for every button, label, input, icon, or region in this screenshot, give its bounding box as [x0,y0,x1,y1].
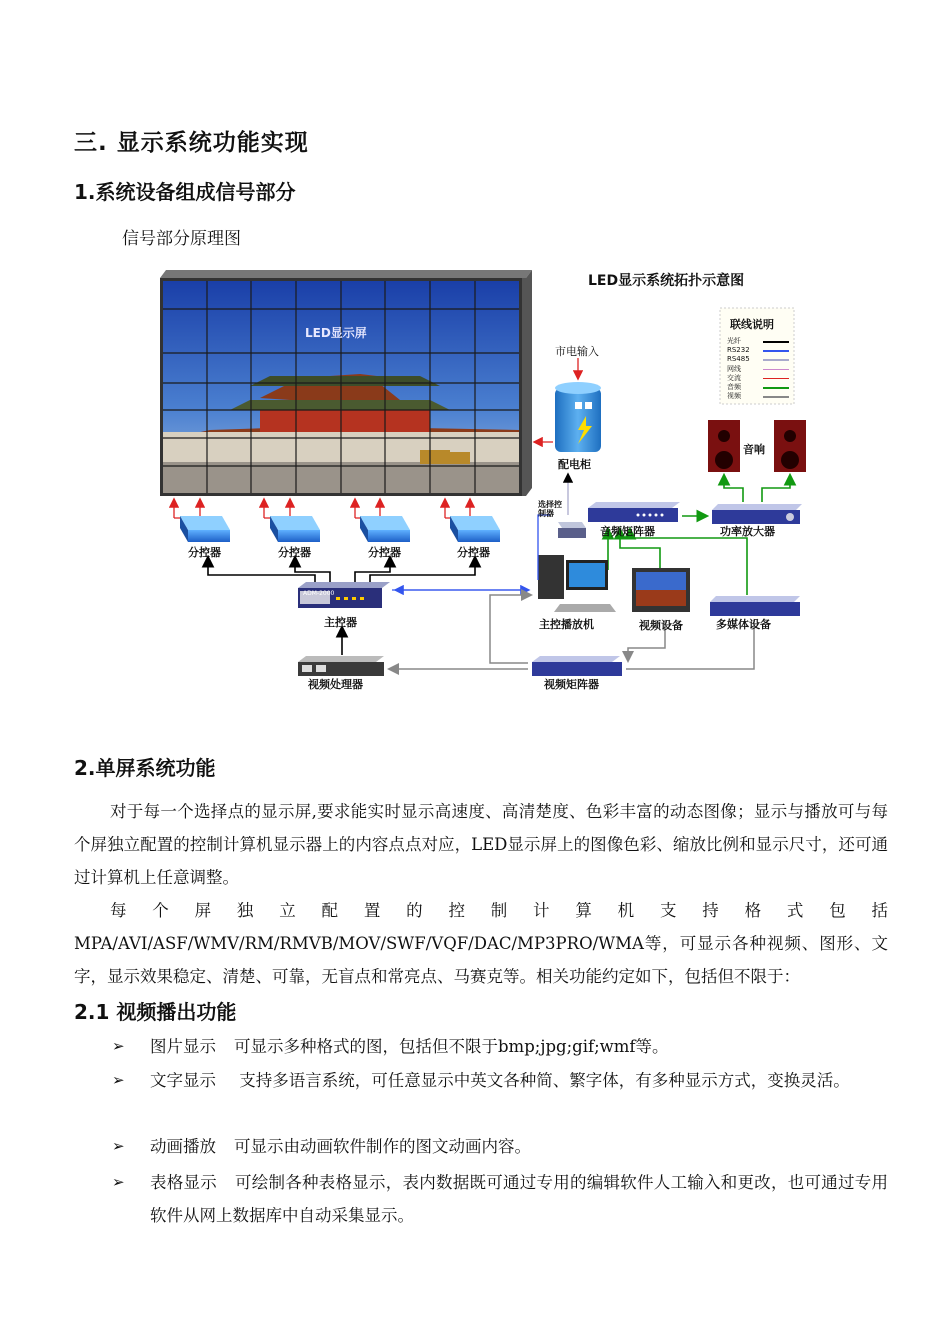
legend-line-swatch [763,369,789,371]
multimedia-device-label: 多媒体设备 [716,618,771,631]
legend-item [727,392,741,401]
legend-item [727,365,741,374]
feature-description: 支持多语言系统，可任意显示中英文各种简、繁字体，有多种显示方式，变换灵活。 [234,1071,850,1090]
legend-item-label: RS485 [727,355,750,364]
main-pc-label: 主控播放机 [539,618,594,631]
bullet-arrow-icon: ➢ [112,1071,125,1089]
heading-video-output: 2.1 视频播出功能 [74,1000,237,1024]
topology-svg [150,260,810,700]
legend-line-swatch [763,350,789,352]
feature-description: 可显示多种格式的图，包括但不限于bmp;jpg;gif;wmf等。 [234,1037,669,1056]
paragraph-2: 每个屏独立配置的控制计算机支持格式包括MPA/AVI/ASF/WMV/RM/RMVB/MOV/SWF/VQF/DAC/MP3PRO/WMA等，可显示各种视频、图形、文字，显示效果稳定、清楚、可靠，无盲点和常亮点、马赛克等。相关功能约定如下，包括但不限于： [74,901,888,986]
bullet-arrow-icon: ➢ [112,1037,125,1055]
sub-controller-label: 分控器 [457,546,490,559]
sub-controller-label: 分控器 [368,546,401,559]
video-device-label: 视频设备 [639,619,683,632]
legend-item-label: 音频 [727,383,741,391]
legend-line-swatch [763,378,789,380]
legend-item [727,374,741,383]
main-controller-label: 主控器 [324,616,357,629]
diagram-title: LED显示系统拓扑示意图 [588,273,745,289]
video-matrix-label: 视频矩阵器 [544,678,599,691]
legend-item-label: RS232 [727,346,750,355]
legend-item [727,383,741,392]
legend-line-swatch [763,396,789,398]
sub-controller-label: 分控器 [188,546,221,559]
feature-item [112,1030,888,1063]
amplifier-label: 功率放大器 [720,525,775,538]
multimedia-device-box [710,602,800,616]
figure-caption: 信号部分原理图 [122,229,241,249]
bullet-arrow-icon: ➢ [112,1173,125,1191]
heading-single-screen: 2.单屏系统功能 [74,756,216,780]
device-model-label: ADM-2000 [303,590,335,597]
legend-title: 联线说明 [730,318,774,331]
feature-term: 动画播放 [150,1137,216,1156]
legend-item-label: 视频 [727,392,741,401]
feature-text [150,1166,888,1232]
legend-item [727,346,750,355]
legend-item [727,337,741,346]
speaker-label: 音响 [743,443,765,456]
section-heading: 三. 显示系统功能实现 [74,130,309,156]
audio-matrix-label: 音频矩阵器 [600,525,655,538]
legend-item-label: 网线 [727,364,741,373]
bullet-arrow-icon: ➢ [112,1137,125,1155]
paragraph-1: 对于每一个选择点的显示屏,要求能实时显示高速度、高清楚度、色彩丰富的动态图像；显示与播放可与每个屏独立配置的控制计算机显示器上的内容点点对应，LED显示屏上的图像色彩、缩放比例和显示尺寸，还可通过计算机上任意调整。 [74,802,888,887]
feature-term: 图片显示 [150,1037,216,1056]
feature-term: 表格显示 [150,1173,217,1192]
feature-text [150,1030,888,1063]
video-processor-label: 视频处理器 [308,678,363,691]
legend-line-swatch [763,359,789,361]
led-screen-label: LED显示屏 [305,326,367,340]
power-cabinet-label: 配电柜 [558,458,591,471]
feature-term: 文字显示 [150,1071,216,1090]
video-matrix-box [532,662,622,676]
feature-description: 可显示由动画软件制作的图文动画内容。 [234,1137,531,1156]
legend-item [727,355,750,364]
legend-line-swatch [763,341,789,343]
selector-control-label: 选择控制器 [538,500,562,518]
legend-item-label: 交流 [727,373,741,382]
pc-tower [538,555,564,599]
feature-item [112,1166,888,1232]
power-cabinet [555,388,601,452]
sub-controller-label: 分控器 [278,546,311,559]
feature-text [150,1064,888,1097]
feature-item [112,1064,888,1097]
power-input-label: 市电输入 [555,345,599,358]
legend-line-swatch [763,387,789,389]
legend-item-label: 光纤 [727,337,741,345]
audio-matrix-box [588,508,678,522]
sub-controller-boxes [180,516,500,542]
feature-text [150,1130,888,1163]
topology-diagram [150,260,810,700]
heading-signal-part: 1.系统设备组成信号部分 [74,180,296,204]
feature-description: 可绘制各种表格显示，表内数据既可通过专用的编辑软件人工输入和更改，也可通过专用软件从网上数据库中自动采集显示。 [150,1173,888,1225]
feature-item [112,1130,888,1163]
